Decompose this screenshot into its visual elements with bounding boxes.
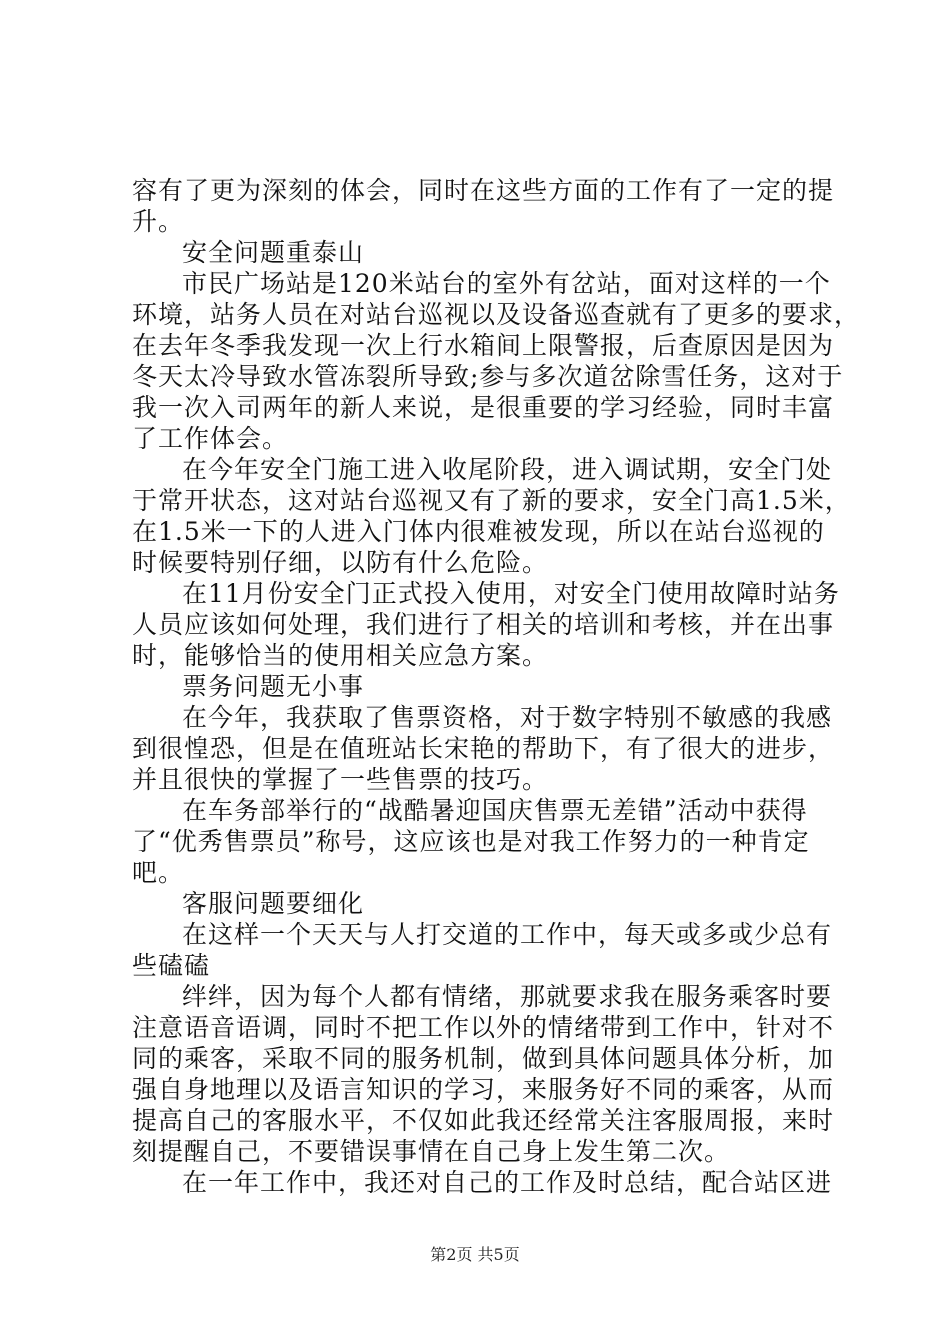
text-line: 了“优秀售票员”称号，这应该也是对我工作努力的一种肯定	[132, 827, 810, 856]
text-line: 提高自己的客服水平，不仅如此我还经常关注客服周报，来时	[132, 1106, 835, 1135]
text-line: 在去年冬季我发现一次上行水箱间上限警报，后查原因是因为	[132, 331, 835, 360]
text-line: 环境，站务人员在对站台巡视以及设备巡查就有了更多的要求，	[132, 300, 861, 329]
text-line: 在这样一个天天与人打交道的工作中，每天或多或少总有	[182, 920, 833, 949]
text-line: 注意语音语调，同时不把工作以外的情绪带到工作中，针对不	[132, 1013, 835, 1042]
text-line: 我一次入司两年的新人来说，是很重要的学习经验，同时丰富	[132, 393, 835, 422]
text-line: 吧。	[132, 858, 185, 887]
text-line: 时，能够恰当的使用相关应急方案。	[132, 641, 549, 670]
text-line: 在今年，我获取了售票资格，对于数字特别不敏感的我感	[182, 703, 833, 732]
text-line: 刻提醒自己，不要错误事情在自己身上发生第二次。	[132, 1137, 731, 1166]
text-line: 在车务部举行的“战酷暑迎国庆售票无差错”活动中获得	[182, 796, 808, 825]
text-line: 时候要特别仔细，以防有什么危险。	[132, 548, 549, 577]
text-line: 人员应该如何处理，我们进行了相关的培训和考核，并在出事	[132, 610, 835, 639]
section-heading: 客服问题要细化	[182, 889, 365, 918]
text-line: 到很惶恐，但是在值班站长宋艳的帮助下，有了很大的进步，	[132, 734, 835, 763]
text-line: 强自身地理以及语言知识的学习，来服务好不同的乘客，从而	[132, 1075, 835, 1104]
section-heading: 票务问题无小事	[182, 672, 365, 701]
text-line: 升。	[132, 207, 185, 236]
text-line: 同的乘客，采取不同的服务机制，做到具体问题具体分析，加	[132, 1044, 835, 1073]
text-line: 在11月份安全门正式投入使用，对安全门使用故障时站务	[182, 579, 840, 608]
text-line: 在1.5米一下的人进入门体内很难被发现，所以在站台巡视的	[132, 517, 825, 546]
text-line: 市民广场站是120米站台的室外有岔站，面对这样的一个	[182, 269, 831, 298]
text-line: 在一年工作中，我还对自己的工作及时总结，配合站区进	[182, 1168, 833, 1197]
page-footer: 第2页 共5页	[430, 1245, 520, 1264]
text-line: 在今年安全门施工进入收尾阶段，进入调试期，安全门处	[182, 455, 833, 484]
text-line: 于常开状态，这对站台巡视又有了新的要求，安全门高1.5米，	[132, 486, 851, 515]
text-line: 些磕磕	[132, 951, 211, 980]
text-line: 冬天太冷导致水管冻裂所导致;参与多次道岔除雪任务，这对于	[132, 362, 844, 391]
text-line: 了工作体会。	[132, 424, 289, 453]
text-line: 绊绊，因为每个人都有情绪，那就要求我在服务乘客时要	[182, 982, 833, 1011]
text-line: 容有了更为深刻的体会，同时在这些方面的工作有了一定的提	[132, 176, 835, 205]
text-line: 并且很快的掌握了一些售票的技巧。	[132, 765, 549, 794]
section-heading: 安全问题重泰山	[182, 238, 365, 267]
